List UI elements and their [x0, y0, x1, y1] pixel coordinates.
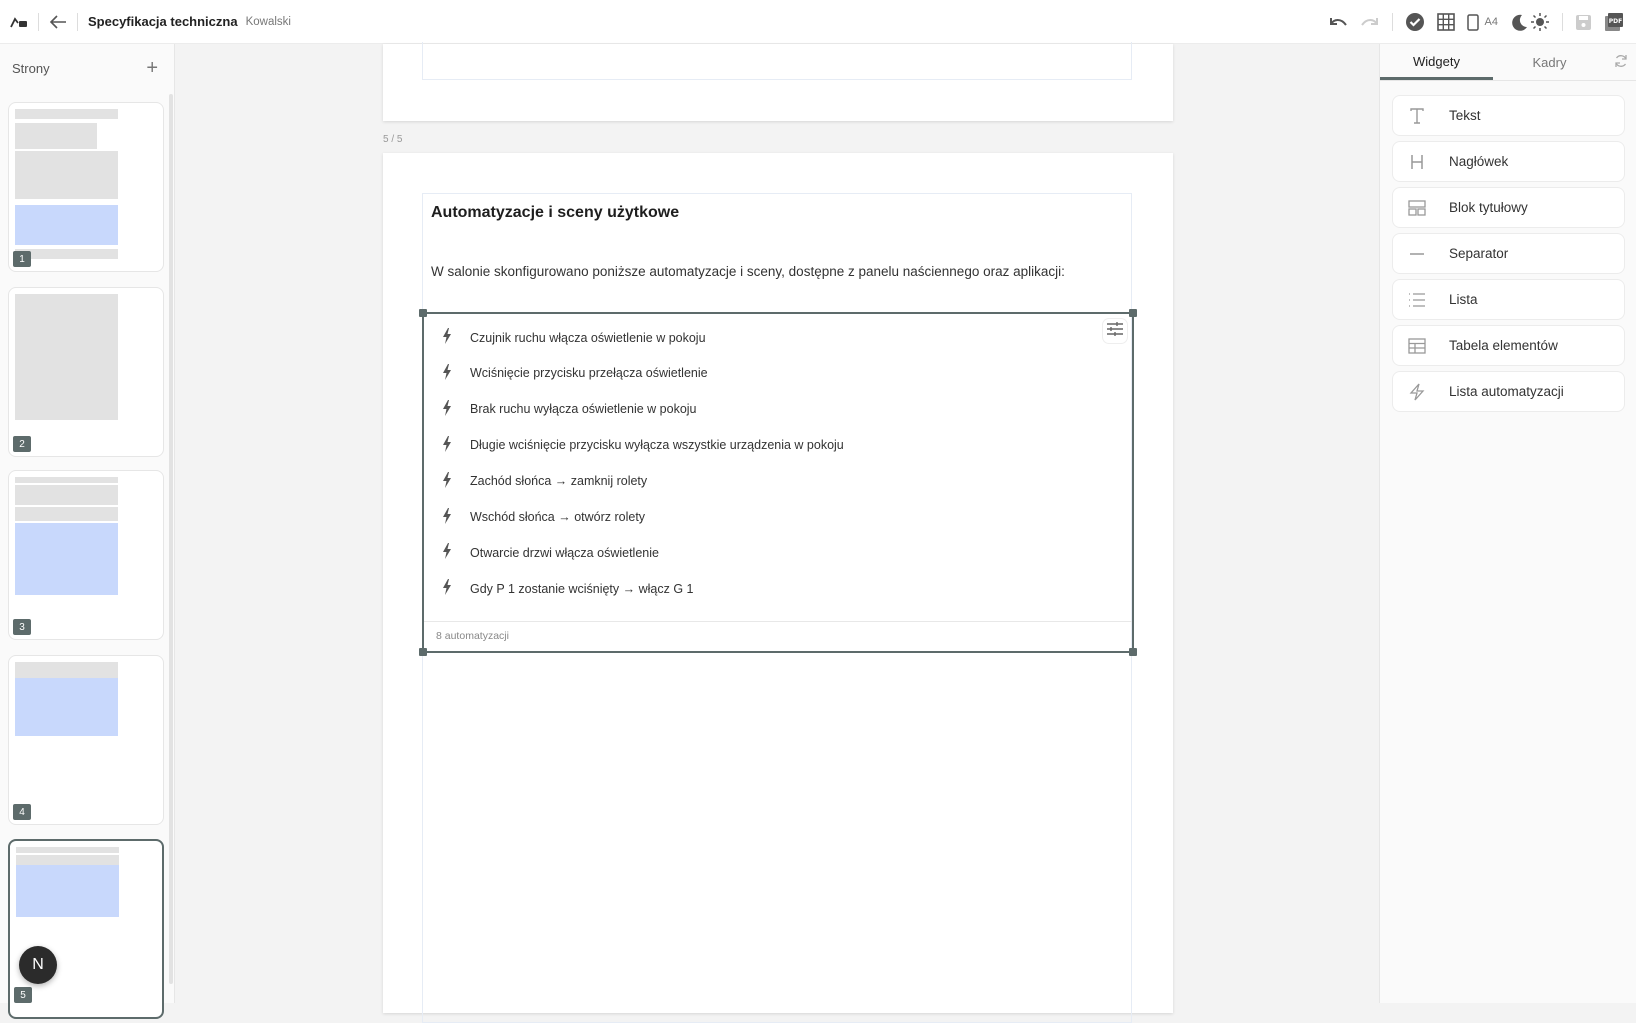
bolt-icon: [442, 508, 456, 527]
automation-label: Czujnik ruchu włącza oświetlenie w pokoju: [470, 330, 706, 345]
svg-text:PDF: PDF: [1608, 18, 1623, 25]
sidebar-scrollbar[interactable]: [169, 94, 173, 984]
automation-item: [442, 472, 647, 491]
widget-separator[interactable]: [1392, 233, 1625, 274]
divider: [1392, 13, 1393, 31]
widget-nagłówek[interactable]: [1392, 141, 1625, 182]
page-number: 3: [13, 619, 31, 635]
document-title: Specyfikacja techniczna: [88, 14, 238, 29]
divider: [77, 13, 78, 31]
widget-label: Separator: [1449, 246, 1509, 261]
widget-footer: 8 automatyzacji: [424, 621, 1132, 651]
page-thumbnail-2[interactable]: [8, 287, 164, 457]
widget-settings-button[interactable]: [1102, 318, 1128, 344]
back-arrow-icon[interactable]: [49, 15, 67, 29]
automation-list-widget[interactable]: [422, 312, 1134, 653]
page-number: 2: [13, 436, 31, 452]
widget-lista[interactable]: [1392, 279, 1625, 320]
redo-icon[interactable]: [1360, 15, 1380, 29]
widget-label: Lista: [1449, 292, 1478, 307]
widget-label: Lista automatyzacji: [1449, 384, 1564, 399]
bolt-icon: [442, 436, 456, 455]
bolt-icon: [1407, 383, 1427, 401]
widget-tekst[interactable]: [1392, 95, 1625, 136]
widget-label: Tekst: [1449, 108, 1481, 123]
automation-label: Otwarcie drzwi włącza oświetlenie: [470, 545, 659, 560]
divider: [1562, 13, 1563, 31]
resize-handle[interactable]: [419, 309, 427, 317]
heading-icon: [1407, 154, 1427, 170]
widget-label: Nagłówek: [1449, 154, 1509, 169]
minus-icon: [1407, 252, 1427, 256]
page-thumbnail-5[interactable]: [8, 839, 164, 1019]
automation-label: Zachód słońca → zamknij rolety: [470, 474, 648, 489]
automation-item: [442, 543, 659, 562]
logo-icon[interactable]: [10, 16, 28, 28]
bolt-icon: [442, 579, 456, 598]
top-bar: [0, 0, 1636, 44]
page-thumbnail-1[interactable]: [8, 102, 164, 272]
pages-sidebar: [0, 44, 175, 1003]
page-thumbnail-3[interactable]: [8, 470, 164, 640]
automation-item: [442, 328, 706, 347]
tab-widgety[interactable]: Widgety: [1380, 44, 1493, 80]
bolt-icon: [442, 400, 456, 419]
list-icon: [1407, 293, 1427, 307]
bolt-icon: [442, 328, 456, 347]
widget-label: Tabela elementów: [1449, 338, 1558, 353]
page-format-label: A4: [1484, 16, 1498, 28]
text-icon: [1407, 108, 1427, 124]
bolt-icon: [442, 472, 456, 491]
automation-item: [442, 579, 693, 598]
section-heading[interactable]: Automatyzacje i sceny użytkowe: [431, 204, 680, 221]
add-page-button[interactable]: +: [146, 56, 158, 79]
pdf-export-icon[interactable]: [1604, 12, 1624, 32]
user-avatar[interactable]: N: [19, 946, 57, 984]
bolt-icon: [442, 364, 456, 383]
automation-label: Długie wciśnięcie przycisku wyłącza wszystkie urządzenia w pokoju: [470, 438, 844, 453]
automation-item: [442, 400, 697, 419]
automation-item: [442, 508, 645, 527]
sliders-icon: [1106, 322, 1124, 341]
right-panel: [1379, 44, 1636, 1003]
sidebar-title: Strony: [12, 60, 50, 76]
widget-blok-tytułowy[interactable]: [1392, 187, 1625, 228]
table-icon: [1407, 338, 1427, 354]
client-name: Kowalski: [245, 15, 291, 28]
content-frame: [422, 42, 1132, 80]
intro-paragraph[interactable]: W salonie skonfigurowano poniższe automatyzacje i sceny, dostępne z panelu naściennego oraz aplikacji:: [431, 264, 1065, 279]
check-circle-icon[interactable]: [1405, 12, 1425, 32]
automation-label: Wciśnięcie przycisku przełącza oświetlenie: [470, 366, 708, 381]
page-thumbnail-4[interactable]: [8, 655, 164, 825]
widget-label: Blok tytułowy: [1449, 200, 1528, 215]
page-number: 4: [13, 804, 31, 820]
light-mode-icon[interactable]: [1530, 12, 1550, 32]
page-number: 5: [14, 987, 32, 1003]
refresh-icon[interactable]: [1614, 54, 1628, 73]
automation-item: [442, 436, 844, 455]
layout-icon: [1407, 200, 1427, 216]
automation-item: [442, 364, 708, 383]
dark-mode-icon[interactable]: [1510, 13, 1528, 31]
widget-lista-automatyzacji[interactable]: [1392, 371, 1625, 412]
automation-label: Gdy P 1 zostanie wciśnięty → włącz G 1: [470, 581, 694, 596]
save-icon[interactable]: [1575, 14, 1592, 31]
grid-icon[interactable]: [1437, 13, 1455, 31]
divider: [38, 13, 39, 31]
page-indicator: 5 / 5: [383, 134, 403, 145]
undo-icon[interactable]: [1328, 15, 1348, 29]
page-number: 1: [13, 251, 31, 267]
page-format-button[interactable]: [1467, 14, 1498, 31]
automation-label: Brak ruchu wyłącza oświetlenie w pokoju: [470, 402, 697, 417]
tab-kadry[interactable]: Kadry: [1532, 55, 1567, 70]
previous-page: [383, 44, 1173, 121]
resize-handle[interactable]: [1129, 309, 1137, 317]
automation-label: Wschód słońca → otwórz rolety: [470, 510, 646, 524]
bolt-icon: [442, 543, 456, 562]
widget-tabela-elementów[interactable]: [1392, 325, 1625, 366]
